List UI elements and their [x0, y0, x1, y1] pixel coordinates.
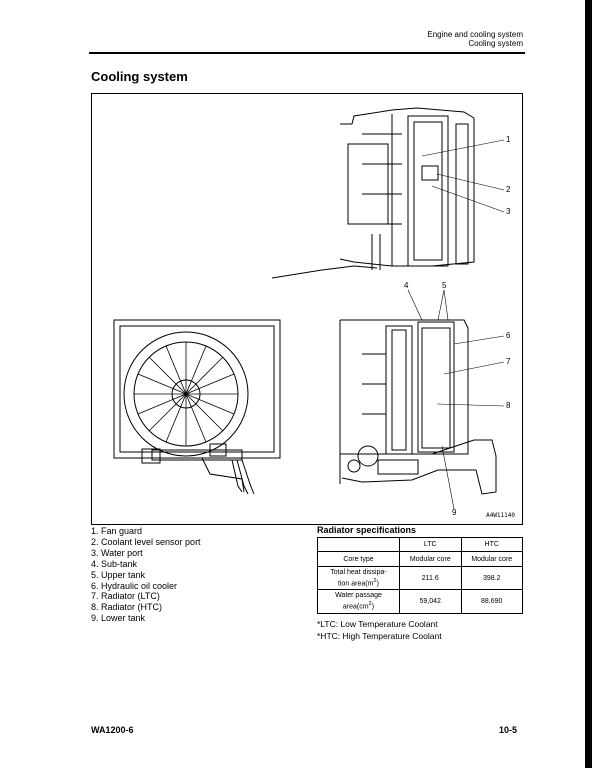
cooling-system-drawing — [92, 94, 524, 526]
cell-ltc-water-area: 59,042 — [400, 590, 462, 613]
running-header — [427, 30, 523, 48]
front-view-drawing — [114, 320, 280, 494]
table-header-ltc: LTC — [400, 538, 462, 552]
footer-model: WA1200-6 — [91, 725, 134, 735]
callout-7: 7 — [506, 357, 511, 366]
table-row — [318, 552, 523, 567]
list-item: 1. Fan guard — [91, 526, 143, 536]
side-view-lower-drawing — [340, 320, 496, 494]
callout-5: 5 — [442, 281, 447, 290]
table-header-htc: HTC — [461, 538, 523, 552]
callout-6: 6 — [506, 331, 511, 340]
parts-list — [91, 526, 201, 624]
table-row — [318, 567, 523, 590]
list-item: 9. Lower tank — [91, 613, 146, 624]
list-item: 7. Radiator (LTC) — [91, 591, 160, 602]
callout-2: 2 — [506, 185, 511, 194]
table-row — [318, 590, 523, 613]
note-ltc: *LTC: Low Temperature Coolant — [317, 619, 438, 629]
list-item: 2. Coolant level sensor port — [91, 536, 201, 547]
cell-htc-core-type: Modular core — [461, 552, 523, 567]
callout-8: 8 — [506, 401, 511, 410]
table-notes — [317, 618, 442, 642]
spec-table-title: Radiator specifications — [317, 525, 417, 535]
cooling-system-figure — [91, 93, 523, 525]
list-item: 4. Sub-tank — [91, 558, 138, 569]
table-corner-cell — [318, 538, 400, 552]
table-row — [318, 538, 523, 552]
list-item: 5. Upper tank — [91, 569, 146, 580]
radiator-spec-table — [317, 537, 523, 614]
cell-htc-water-area: 88,690 — [461, 590, 523, 613]
header-chapter: Engine and cooling system — [427, 30, 523, 39]
side-view-upper-drawing — [272, 108, 474, 278]
list-item: 8. Radiator (HTC) — [91, 602, 163, 613]
figure-code: A4W11140 — [486, 512, 515, 519]
list-item: 6. Hydraulic oil cooler — [91, 580, 178, 591]
callout-1: 1 — [506, 135, 511, 144]
section-title: Cooling system — [91, 69, 188, 84]
cell-ltc-heat-area: 211.6 — [400, 567, 462, 590]
callout-9: 9 — [452, 508, 457, 517]
header-rule — [89, 52, 525, 54]
footer-page-number: 10-5 — [498, 725, 517, 735]
row-label-heat-area: Total heat dissipa- tion $area(m^2)$ — [318, 567, 400, 590]
callout-4: 4 — [404, 281, 409, 290]
cell-ltc-core-type: Modular core — [400, 552, 462, 567]
row-label-core-type: Core type — [318, 552, 400, 567]
callout-3: 3 — [506, 207, 511, 216]
cell-htc-heat-area: 398.2 — [461, 567, 523, 590]
header-section: Cooling system — [468, 39, 523, 48]
note-htc: *HTC: High Temperature Coolant — [317, 631, 442, 641]
row-label-water-area: Water passage $area(cm^2)$ — [318, 590, 400, 613]
list-item: 3. Water port — [91, 547, 143, 558]
